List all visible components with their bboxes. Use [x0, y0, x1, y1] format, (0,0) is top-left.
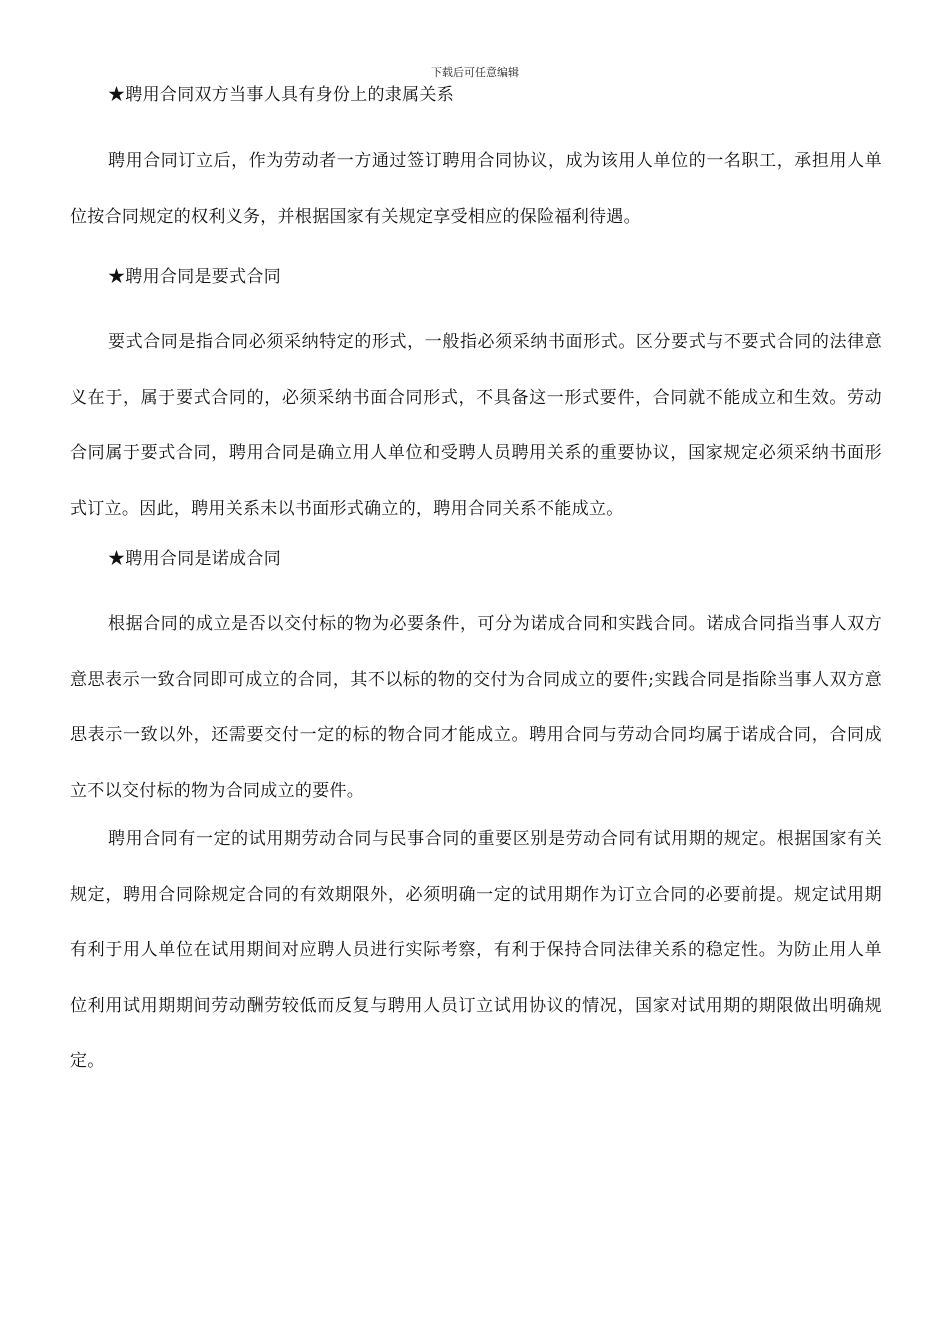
paragraph: 聘用合同有一定的试用期劳动合同与民事合同的重要区别是劳动合同有试用期的规定。根据国家有关规定，聘用合同除规定合同的有效期限外，必须明确一定的试用期作为订立合同的必要前提。规定试用期有利于用人单位在试用期间对应聘人员进行实际考察，有利于保持合同法律关系的稳定性。为防止用人单位利用试用期期间劳动酬劳较低而反复与聘用人员订立试用协议的情况，国家对试用期的期限做出明确规定。: [70, 829, 882, 1071]
paragraph: 根据合同的成立是否以交付标的物为必要条件，可分为诺成合同和实践合同。诺成合同指当事人双方意思表示一致合同即可成立的合同，其不以标的物的交付为合同成立的要件;实践合同是指除当事人双方意思表示一致以外，还需要交付一定的标的物合同才能成立。聘用合同与劳动合同均属于诺成合同，合同成立不以交付标的物为合同成立的要件。: [70, 614, 882, 801]
section-heading: ★聘用合同是诺成合同: [108, 549, 281, 569]
section-heading: ★聘用合同是要式合同: [108, 267, 281, 287]
paragraph: 要式合同是指合同必须采纳特定的形式，一般指必须采纳书面形式。区分要式与不要式合同的法律意义在于，属于要式合同的，必须采纳书面合同形式，不具备这一形式要件，合同就不能成立和生效。劳动合同属于要式合同，聘用合同是确立用人单位和受聘人员聘用关系的重要协议，国家规定必须采纳书面形式订立。因此，聘用关系未以书面形式确立的，聘用合同关系不能成立。: [70, 332, 882, 519]
section-heading: ★聘用合同双方当事人具有身份上的隶属关系: [108, 85, 454, 105]
header-note: 下载后可任意编辑: [431, 66, 519, 79]
paragraph: 聘用合同订立后，作为劳动者一方通过签订聘用合同协议，成为该用人单位的一名职工，承担用人单位按合同规定的权利义务，并根据国家有关规定享受相应的保险福利待遇。: [70, 151, 882, 227]
